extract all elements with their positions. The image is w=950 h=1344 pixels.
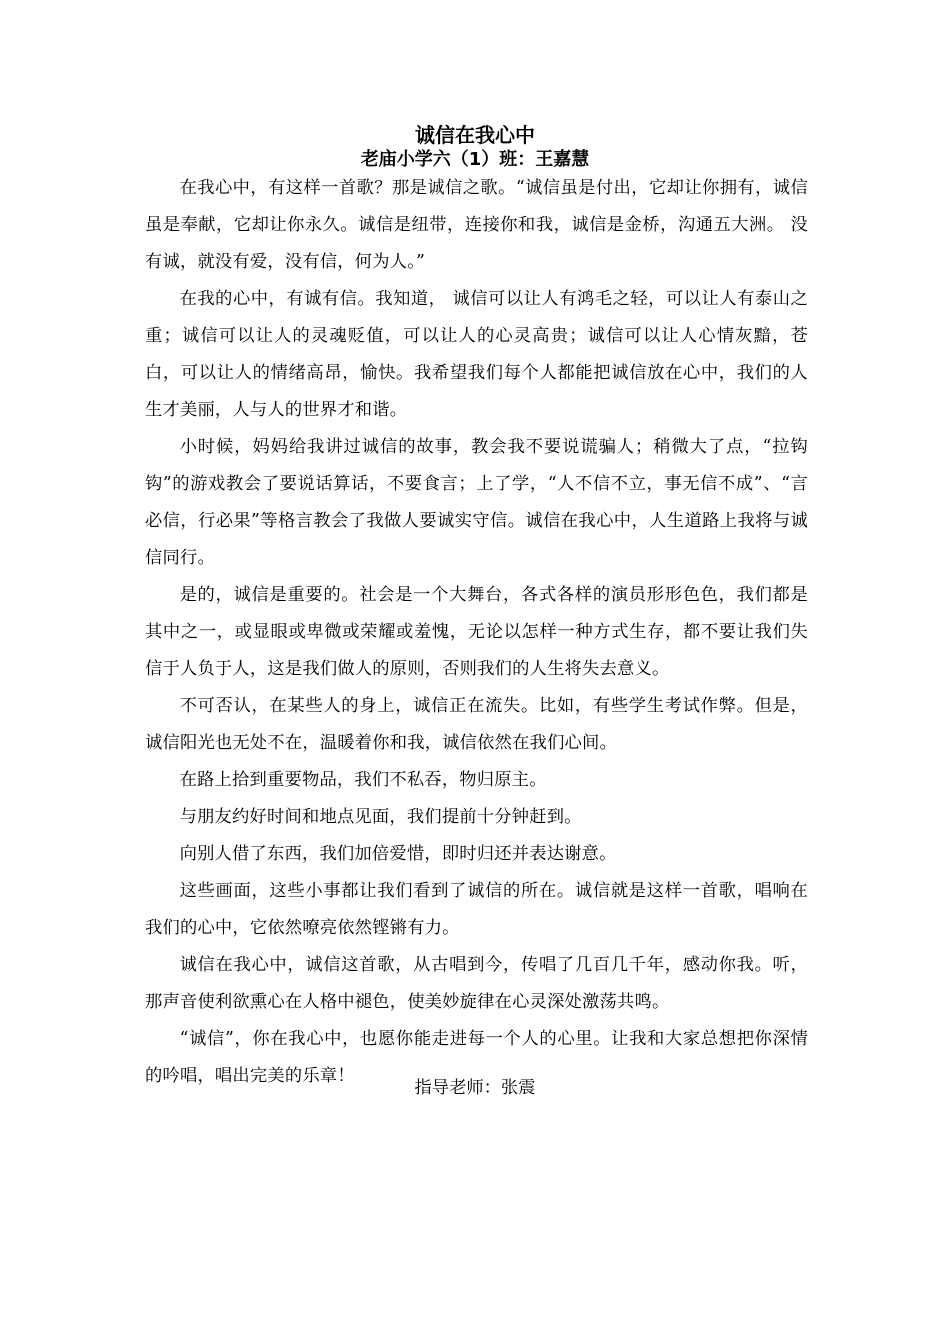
paragraph-3: 小时候，妈妈给我讲过诚信的故事，教会我不要说谎骗人；稍微大了点，“拉钩钩”的游戏教会了要说话算话，不要食言；上了学，“人不信不立，事无信不成”、“言必信，行必果”等格言教会了我做人要诚实守信。诚信在我心中，人生道路上我将与诚信同行。 bbox=[145, 437, 808, 568]
paragraph-11: “诚信”，你在我心中，也愿你能走进每一个人的心里。让我和大家总想把你深情的吟唱，唱出完美的乐章！ bbox=[145, 1029, 808, 1086]
paragraph-7: 与朋友约好时间和地点见面，我们提前十分钟赶到。 bbox=[179, 807, 582, 827]
teacher-signature-line: 指导老师：张震 bbox=[414, 1078, 536, 1098]
paragraph-6: 在路上拾到重要物品，我们不私吞，物归原主。 bbox=[179, 770, 547, 790]
essay-body bbox=[145, 170, 808, 1095]
paragraph-4: 是的，诚信是重要的。社会是一个大舞台，各式各样的演员形形色色，我们都是其中之一，或显眼或卑微或荣耀或羞愧，无论以怎样一种方式生存，都不要让我们失信于人负于人，这是我们做人的原则，否则我们的人生将失去意义。 bbox=[145, 585, 808, 679]
author-line: 老庙小学六（1）班：王嘉慧 bbox=[360, 149, 590, 170]
paragraph-1: 在我心中，有这样一首歌？那是诚信之歌。“诚信虽是付出，它却让你拥有，诚信虽是奉献，它却让你永久。诚信是纽带，连接你和我，诚信是金桥，沟通五大洲。 没有诚，就没有爱，没有信，何为人。” bbox=[145, 178, 808, 272]
essay-title: 诚信在我心中 bbox=[415, 123, 535, 147]
paragraph-2: 在我的心中，有诚有信。我知道， 诚信可以让人有鸿毛之轻，可以让人有泰山之重；诚信可以让人的灵魂贬值，可以让人的心灵高贵；诚信可以让人心情灰黯，苍白，可以让人的情绪高昂，愉快。我希望我们每个人都能把诚信放在心中，我们的人生才美丽，人与人的世界才和谐。 bbox=[145, 289, 808, 420]
paragraph-10: 诚信在我心中，诚信这首歌，从古唱到今，传唱了几百几千年，感动你我。听，那声音使利欲熏心在人格中褪色，使美妙旋律在心灵深处激荡共鸣。 bbox=[145, 955, 808, 1012]
paragraph-9: 这些画面，这些小事都让我们看到了诚信的所在。诚信就是这样一首歌，唱响在我们的心中，它依然嘹亮依然铿锵有力。 bbox=[145, 881, 808, 938]
paragraph-5: 不可否认，在某些人的身上，诚信正在流失。比如，有些学生考试作弊。但是，诚信阳光也无处不在，温暖着你和我，诚信依然在我们心间。 bbox=[145, 696, 808, 753]
paragraph-8: 向别人借了东西，我们加倍爱惜，即时归还并表达谢意。 bbox=[179, 844, 617, 864]
